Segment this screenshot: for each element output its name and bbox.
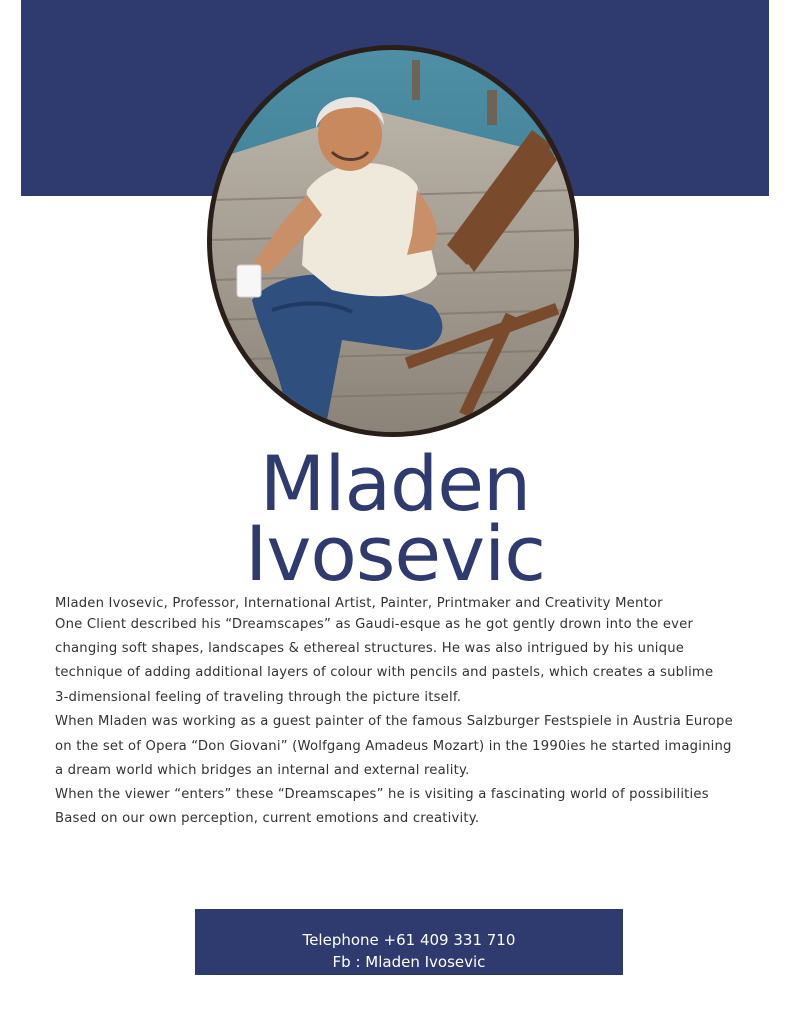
facebook-text: Fb : Mladen Ivosevic — [332, 953, 486, 971]
bio-line: One Client described his “Dreamscapes” as Gaudi-esque as he got gently drown into the ever — [55, 617, 694, 632]
bio-text — [55, 598, 735, 824]
bio-line: 3-dimensional feeling of traveling through the picture itself. — [55, 690, 462, 705]
name-last: Ivosevic — [244, 509, 546, 598]
name-first: Mladen — [259, 439, 531, 528]
contact-box — [195, 909, 623, 975]
bio-line: When the viewer “enters” these “Dreamscapes” he is visiting a fascinating world of possibilities — [55, 787, 709, 802]
portrait-photo — [207, 45, 579, 437]
bio-line: Based on our own perception, current emotions and creativity. — [55, 811, 480, 826]
telephone-text: Telephone +61 409 331 710 — [302, 931, 516, 949]
bio-line: changing soft shapes, landscapes & ethereal structures. He was also intrigued by his unique — [55, 641, 685, 656]
portrait-illustration — [212, 50, 574, 432]
bio-line: on the set of Opera “Don Giovani” (Wolfgang Amadeus Mozart) in the 1990ies he started imagining — [55, 739, 732, 754]
bio-line: Mladen Ivosevic, Professor, International Artist, Painter, Printmaker and Creativity Mentor — [55, 596, 663, 611]
bio-line: a dream world which bridges an internal and external reality. — [55, 763, 470, 778]
bio-line: When Mladen was working as a guest painter of the famous Salzburger Festspiele in Austria Europe — [55, 714, 733, 729]
bio-line: technique of adding additional layers of colour with pencils and pastels, which creates a sublime — [55, 665, 714, 680]
